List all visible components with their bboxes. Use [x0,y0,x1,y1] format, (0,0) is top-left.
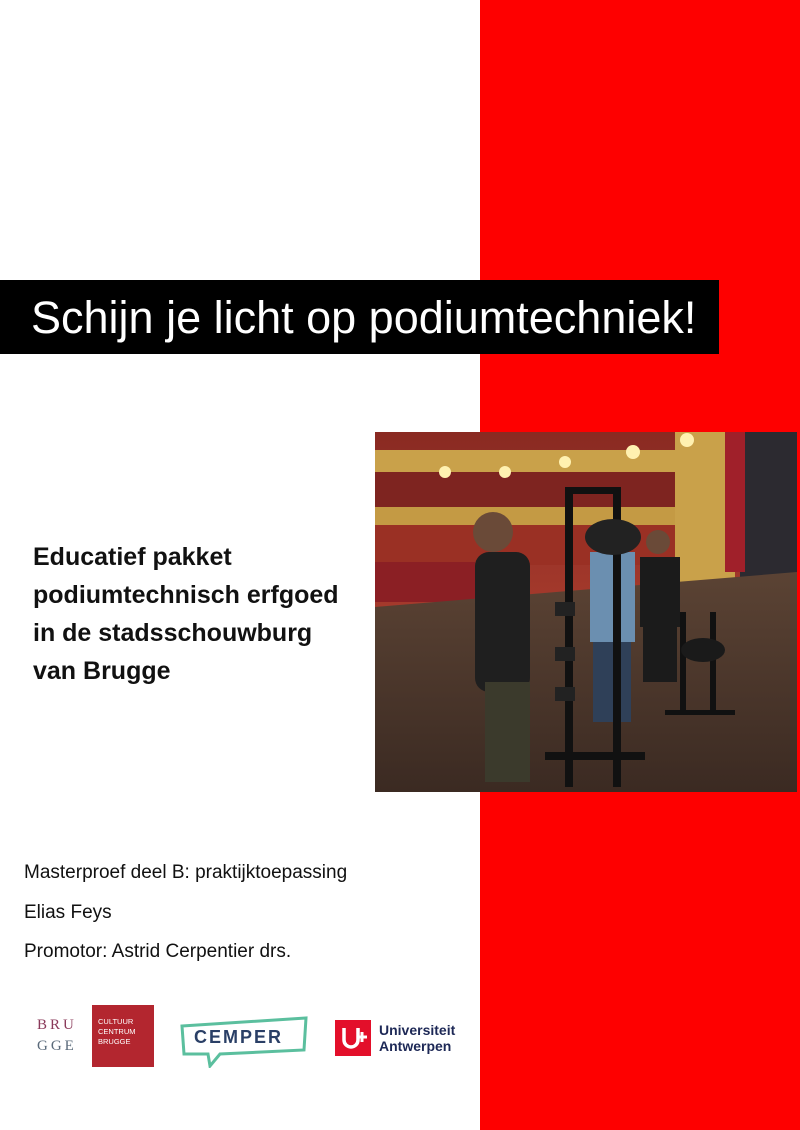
promotor-label: Promotor: Astrid Cerpentier drs. [24,941,292,962]
page-title: Schijn je licht op podiumtechniek! [31,291,697,343]
subtitle [33,538,373,690]
cultuurcentrum-box: CULTUUR CENTRUM BRUGGE [92,1005,154,1067]
subtitle-line: in de stadsschouwburg [33,619,313,647]
author-name: Elias Feys [24,902,112,923]
ua-mark-icon [335,1020,371,1056]
course-label: Masterproef deel B: praktijktoepassing [24,862,348,883]
ua-text: Universiteit Antwerpen [379,1022,456,1054]
universiteit-antwerpen-logo [335,1020,465,1060]
subtitle-line: Educatief pakket [33,543,232,571]
subtitle-line: van Brugge [33,657,171,685]
cemper-text: CEMPER [194,1027,284,1047]
cultuurcentrum-brugge-logo [37,1005,154,1067]
brugge-letters: BRU GGE [37,1017,77,1054]
stage-photo-icon [375,432,797,792]
cemper-logo [180,1016,308,1068]
title-bar [0,280,719,354]
subtitle-line: podiumtechnisch erfgoed [33,581,339,609]
